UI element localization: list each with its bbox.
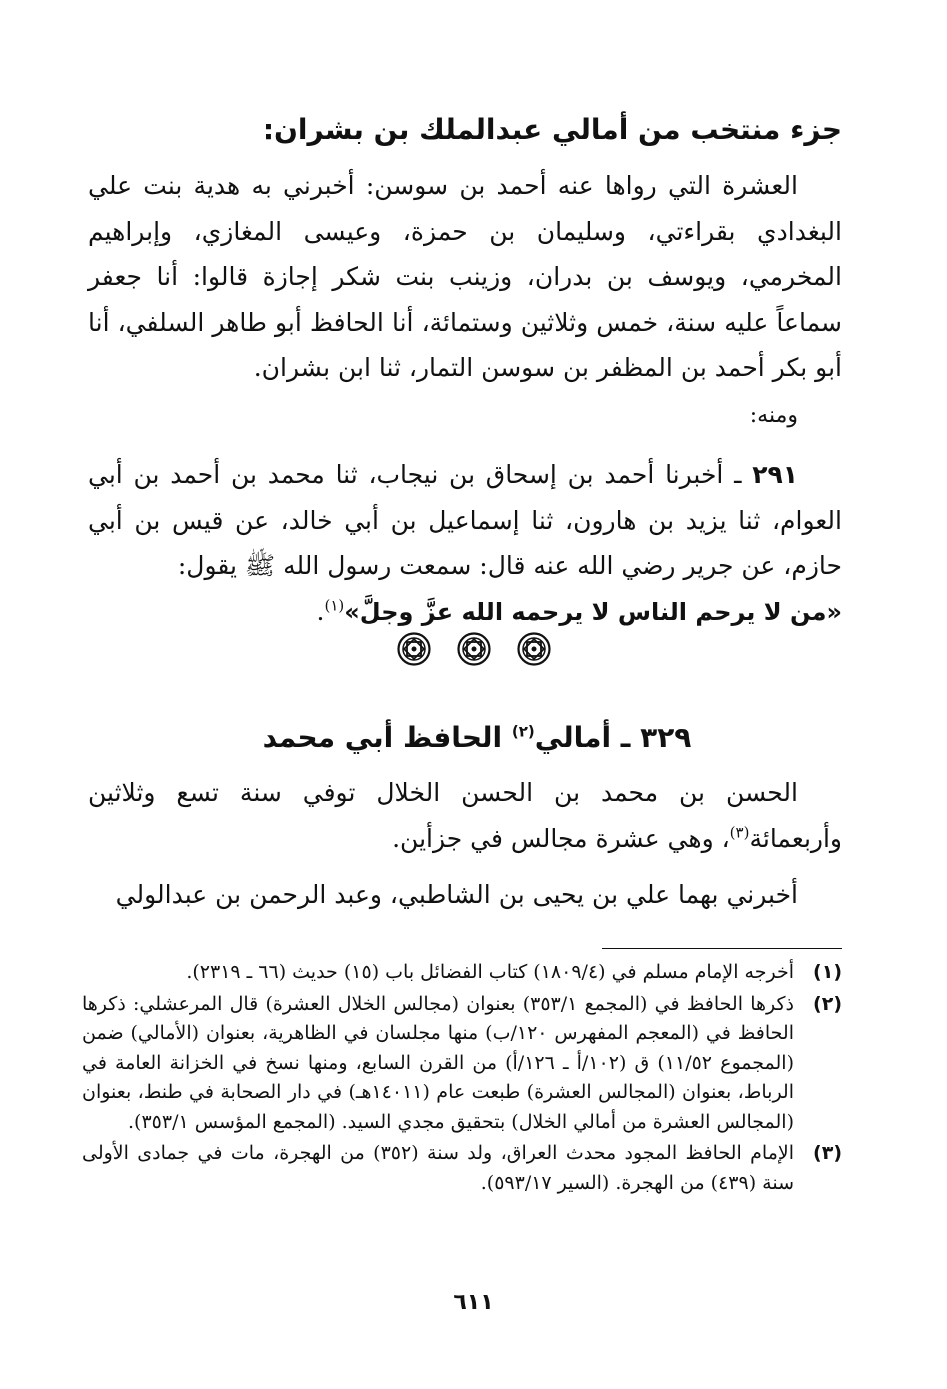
footnote-ref-3[interactable]: (٣) xyxy=(729,823,750,842)
rosette-icon xyxy=(517,632,551,666)
minhu-label: ومنه: xyxy=(749,403,798,428)
section-paragraph-start: الحسن بن محمد بن الحسن الخلال توفي سنة تسع وثلاثين وأربعمائة xyxy=(88,778,842,853)
footnote-number: (٣) xyxy=(813,1142,842,1164)
section-paragraph-2: أخبرني بهما علي بن يحيى بن الشاطبي، وعبد الرحمن بن عبدالولي xyxy=(115,880,798,909)
intro-paragraph: العشرة التي رواها عنه أحمد بن سوسن: أخبرني به هدية بنت علي البغدادي بقراءتي، وسليمان بن حمزة، وعيسى المغازي، وإبراهيم المخرمي، ويوسف بن بدران، وزينب بنت شكر إجازة قالوا: أنا جعفر سماعاً عليه سنة، خمس وثلاثين وستمائة، أنا الحافظ أبو طاهر السلفي، أنا أبو بكر أحمد بن المظفر بن سوسن التمار، ثنا ابن بشران. xyxy=(88,171,842,382)
footnote-1 xyxy=(82,958,842,988)
footnote-separator xyxy=(602,948,842,949)
rosette-icon xyxy=(457,632,491,666)
section-title xyxy=(90,718,864,758)
rosette-icon xyxy=(397,632,431,666)
footnote-ref-2[interactable]: (٢) xyxy=(511,722,535,741)
footnote-number: (٢) xyxy=(813,992,842,1015)
hadith-text: ـ أخبرنا أحمد بن إسحاق بن نيجاب، ثنا محمد بن أحمد بن أبي العوام، ثنا يزيد بن هارون، ثنا إسماعيل بن أبي خالد، عن قيس بن أبي حازم، عن جرير رضي الله عنه قال: سمعت رسول الله ﷺ يقول: xyxy=(88,460,842,580)
section-paragraph-end: ، وهي عشرة مجالس في جزأين. xyxy=(392,823,730,853)
hadith-number: ٢٩١ xyxy=(752,460,799,489)
section-divider xyxy=(0,632,947,670)
section-heading: جزء منتخب من أمالي عبدالملك بن بشران: xyxy=(262,113,842,146)
footnote-text: ذكرها الحافظ في (المجمع ٣٥٣/١) بعنوان (مجالس الخلال العشرة) قال المرعشلي: ذكرها الحافظ في (المعجم المفهرس ١٢٠/ب) منها مجلسان في الظاهرية، بعنوان (الأمالي) ضمن (المجموع ١١/٥٢) ق (١٠٢/أ ـ ١٢٦/أ) من القرن السابع، ومنها نسخ في الخزانة العامة في الرباط، بعنوان (المجالس العشرة) طبعت عام (١٤٠١١هـ) في دار الصحابة في طنط، بعنوان (المجالس العشرة من أمالي الخلال) بتحقيق مجدي السيد. (المجمع المؤسس ٣٥٣/١). xyxy=(82,992,795,1133)
hadith-end: . xyxy=(316,596,325,626)
section-title-start: ٣٢٩ ـ أمالي xyxy=(534,721,692,754)
footnote-text: أخرجه الإمام مسلم في (١٨٠٩/٤) كتاب الفضائل باب (١٥) حديث (٦٦ ـ ٢٣١٩). xyxy=(186,961,794,983)
footnotes xyxy=(82,958,842,1200)
footnote-text: الإمام الحافظ المجود محدث العراق، ولد سنة (٣٥٢) من الهجرة، مات في جمادى الأولى سنة (٤٣٩) من الهجرة. (السير ٥٩٣/١٧). xyxy=(82,1142,794,1194)
hadith-paragraph xyxy=(88,452,842,635)
section-paragraph xyxy=(88,770,842,861)
page-number: ٦١١ xyxy=(453,1290,494,1315)
footnote-2 xyxy=(82,990,842,1138)
footnote-number: (١) xyxy=(813,961,842,983)
footnote-3 xyxy=(82,1139,842,1198)
section-title-end: الحافظ أبي محمد xyxy=(262,721,503,754)
hadith-quote: «من لا يرحم الناس لا يرحمه الله عزَّ وجلَّ» xyxy=(344,597,842,626)
footnote-ref-1[interactable]: (١) xyxy=(324,596,345,615)
